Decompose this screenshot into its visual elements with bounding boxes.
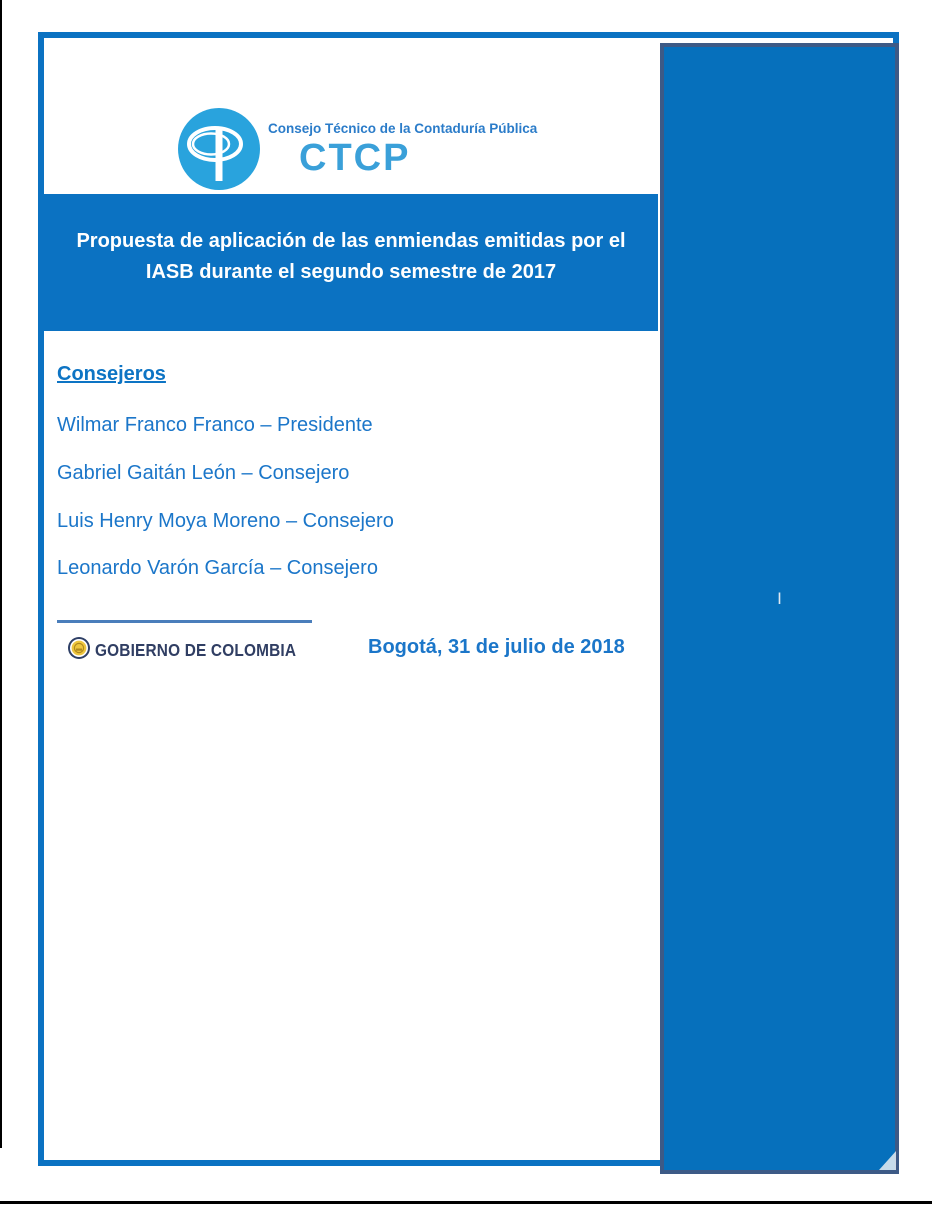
footer-divider [57,620,312,623]
page-edge-bottom [0,1201,932,1204]
page-number: I [777,589,782,608]
council-heading: Consejeros [57,363,166,385]
colombia-coat-of-arms-icon [68,637,90,659]
document-date: Bogotá, 31 de julio de 2018 [368,636,625,658]
org-name: Consejo Técnico de la Contaduría Pública [268,121,538,136]
title-banner [44,194,658,331]
document-title: Propuesta de aplicación de las enmiendas emitidas por el IASB durante el segundo semestre de 2017 [76,230,626,283]
council-member: Wilmar Franco Franco – Presidente [57,414,373,436]
ctcp-circle-logo-icon [178,108,260,190]
org-acronym: CTCP [299,137,411,179]
government-label: GOBIERNO DE COLOMBIA [95,640,297,660]
council-member: Leonardo Varón García – Consejero [57,557,378,579]
page-edge-left [0,0,2,1148]
council-member: Gabriel Gaitán León – Consejero [57,462,350,484]
page-curl [879,1151,896,1170]
council-member: Luis Henry Moya Moreno – Consejero [57,510,394,532]
